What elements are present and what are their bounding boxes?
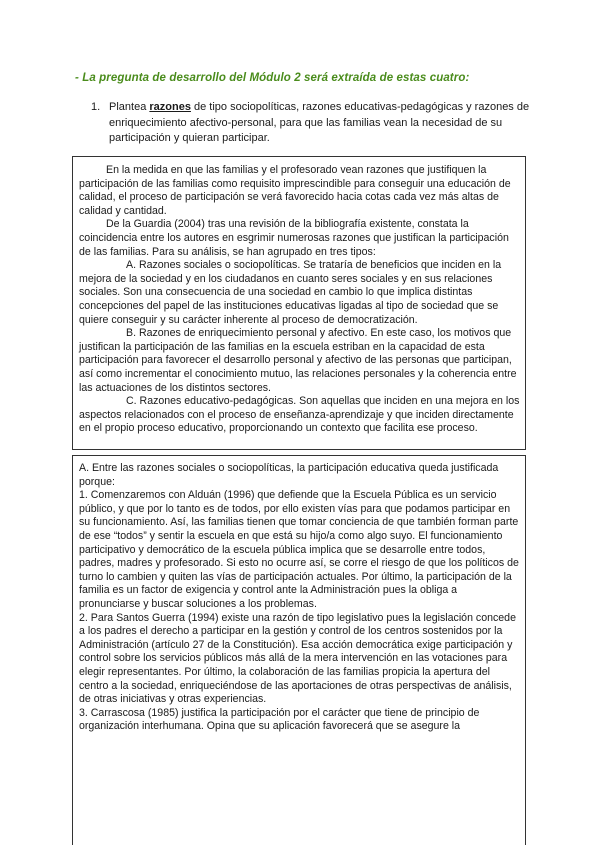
sociopolitical-reasons-box xyxy=(72,455,526,845)
box1-paragraph-a: A. Razones sociales o sociopolíticas. Se trataría de beneficios que inciden en la mejora de la sociedad y en los ciudadanos en cuanto seres sociales y en sus relaciones sociales. Son una consecuencia de una sociedad en cambio lo que implica distintas concepciones del papel de las instituciones educativas ligadas al tipo de sociedad que se quiere conseguir y su carácter inherente al proceso de democratización. xyxy=(79,259,502,326)
box2-paragraph-3: 3. Carrascosa (1985) justifica la participación por el carácter que tiene de principio de organización interhumana. Opina que su aplicación favorecerá que se asegure la xyxy=(79,706,480,733)
box2-paragraph-2: 2. Para Santos Guerra (1994) existe una razón de tipo legislativo pues la legislación concede a los padres el derecho a participar en la gestión y control de los centros sostenidos por la Administración (artículo 27 de la Constitución). Esa acción democrática exige participación y control sobre los servicios públicos más allá de la mera intervención en las votaciones para elegir representantes. Por último, la colaboración de las familias propicia la apertura del centro a la sociedad, enriqueciéndose de las aportaciones de otras perspectivas de análisis, de otras iniciativas y otras experiencias. xyxy=(79,611,516,706)
question-text-after: de tipo sociopolíticas, razones educativas-pedagógicas y razones de enriquecimiento afectivo-personal, para que las familias vean la necesidad de su participación y quieran participar. xyxy=(109,101,530,144)
question-1 xyxy=(91,100,531,147)
question-text xyxy=(109,100,531,147)
question-number: 1. xyxy=(91,101,101,113)
box1-paragraph-guardia: De la Guardia (2004) tras una revisión de la bibliografía existente, constata la coincidencia entre los autores en esgrimir numerosas razones que justifican la participación de las familias. Para su análisis, se han agrupado en tres tipos: xyxy=(79,218,509,258)
module-heading: - La pregunta de desarrollo del Módulo 2 será extraída de estas cuatro: xyxy=(75,72,470,84)
box1-paragraph-c: C. Razones educativo-pedagógicas. Son aquellas que inciden en una mejora en los aspectos relacionados con el proceso de enseñanza-aprendizaje y que inciden directamente en el propio proceso educativo, proporcionando un contexto que facilita ese proceso. xyxy=(79,395,520,435)
reasons-overview-box xyxy=(72,156,526,450)
box1-paragraph-intro: En la medida en que las familias y el profesorado vean razones que justifiquen la participación de las familias como requisito imprescindible para conseguir una educación de calidad, el proceso de participación se verá favorecido hacia cotas cada vez más altas de calidad y cantidad. xyxy=(79,164,511,217)
box1-paragraph-b: B. Razones de enriquecimiento personal y afectivo. En este caso, los motivos que justifican la participación de las familias en la escuela estriban en la capacidad de esta participación para favorecer el desarrollo personal y afectivo de las personas que participan, así como incrementar el conocimiento mutuo, las relaciones personales y la coherencia entre las actuaciones de los distintos sectores. xyxy=(79,327,517,394)
box2-paragraph-intro: A. Entre las razones sociales o sociopolíticas, la participación educativa queda justificada porque: xyxy=(79,462,499,488)
question-keyword: razones xyxy=(149,101,191,113)
box2-paragraph-1: 1. Comenzaremos con Alduán (1996) que defiende que la Escuela Pública es un servicio público, y que por lo tanto es de todos, por ello existen vías para que podamos participar en su funcionamiento. Así, las familias tienen que tomar conciencia de que también forman parte de ese “todos” y sentir la escuela en que está su hijo/a como algo suyo. El funcionamiento participativo y democrático de la escuela pública implica que se desarrolle entre todos, padres, madres y profesorado. Si esto no ocurre así, se corre el riesgo de que los políticos de turno lo cambien y quiten las vías de participación actuales. Por último, la participación de la familia es un factor de exigencia y control ante la Administración pues la obliga a pronunciarse y buscar soluciones a los problemas. xyxy=(79,489,519,610)
question-text-before: Plantea xyxy=(109,101,150,113)
